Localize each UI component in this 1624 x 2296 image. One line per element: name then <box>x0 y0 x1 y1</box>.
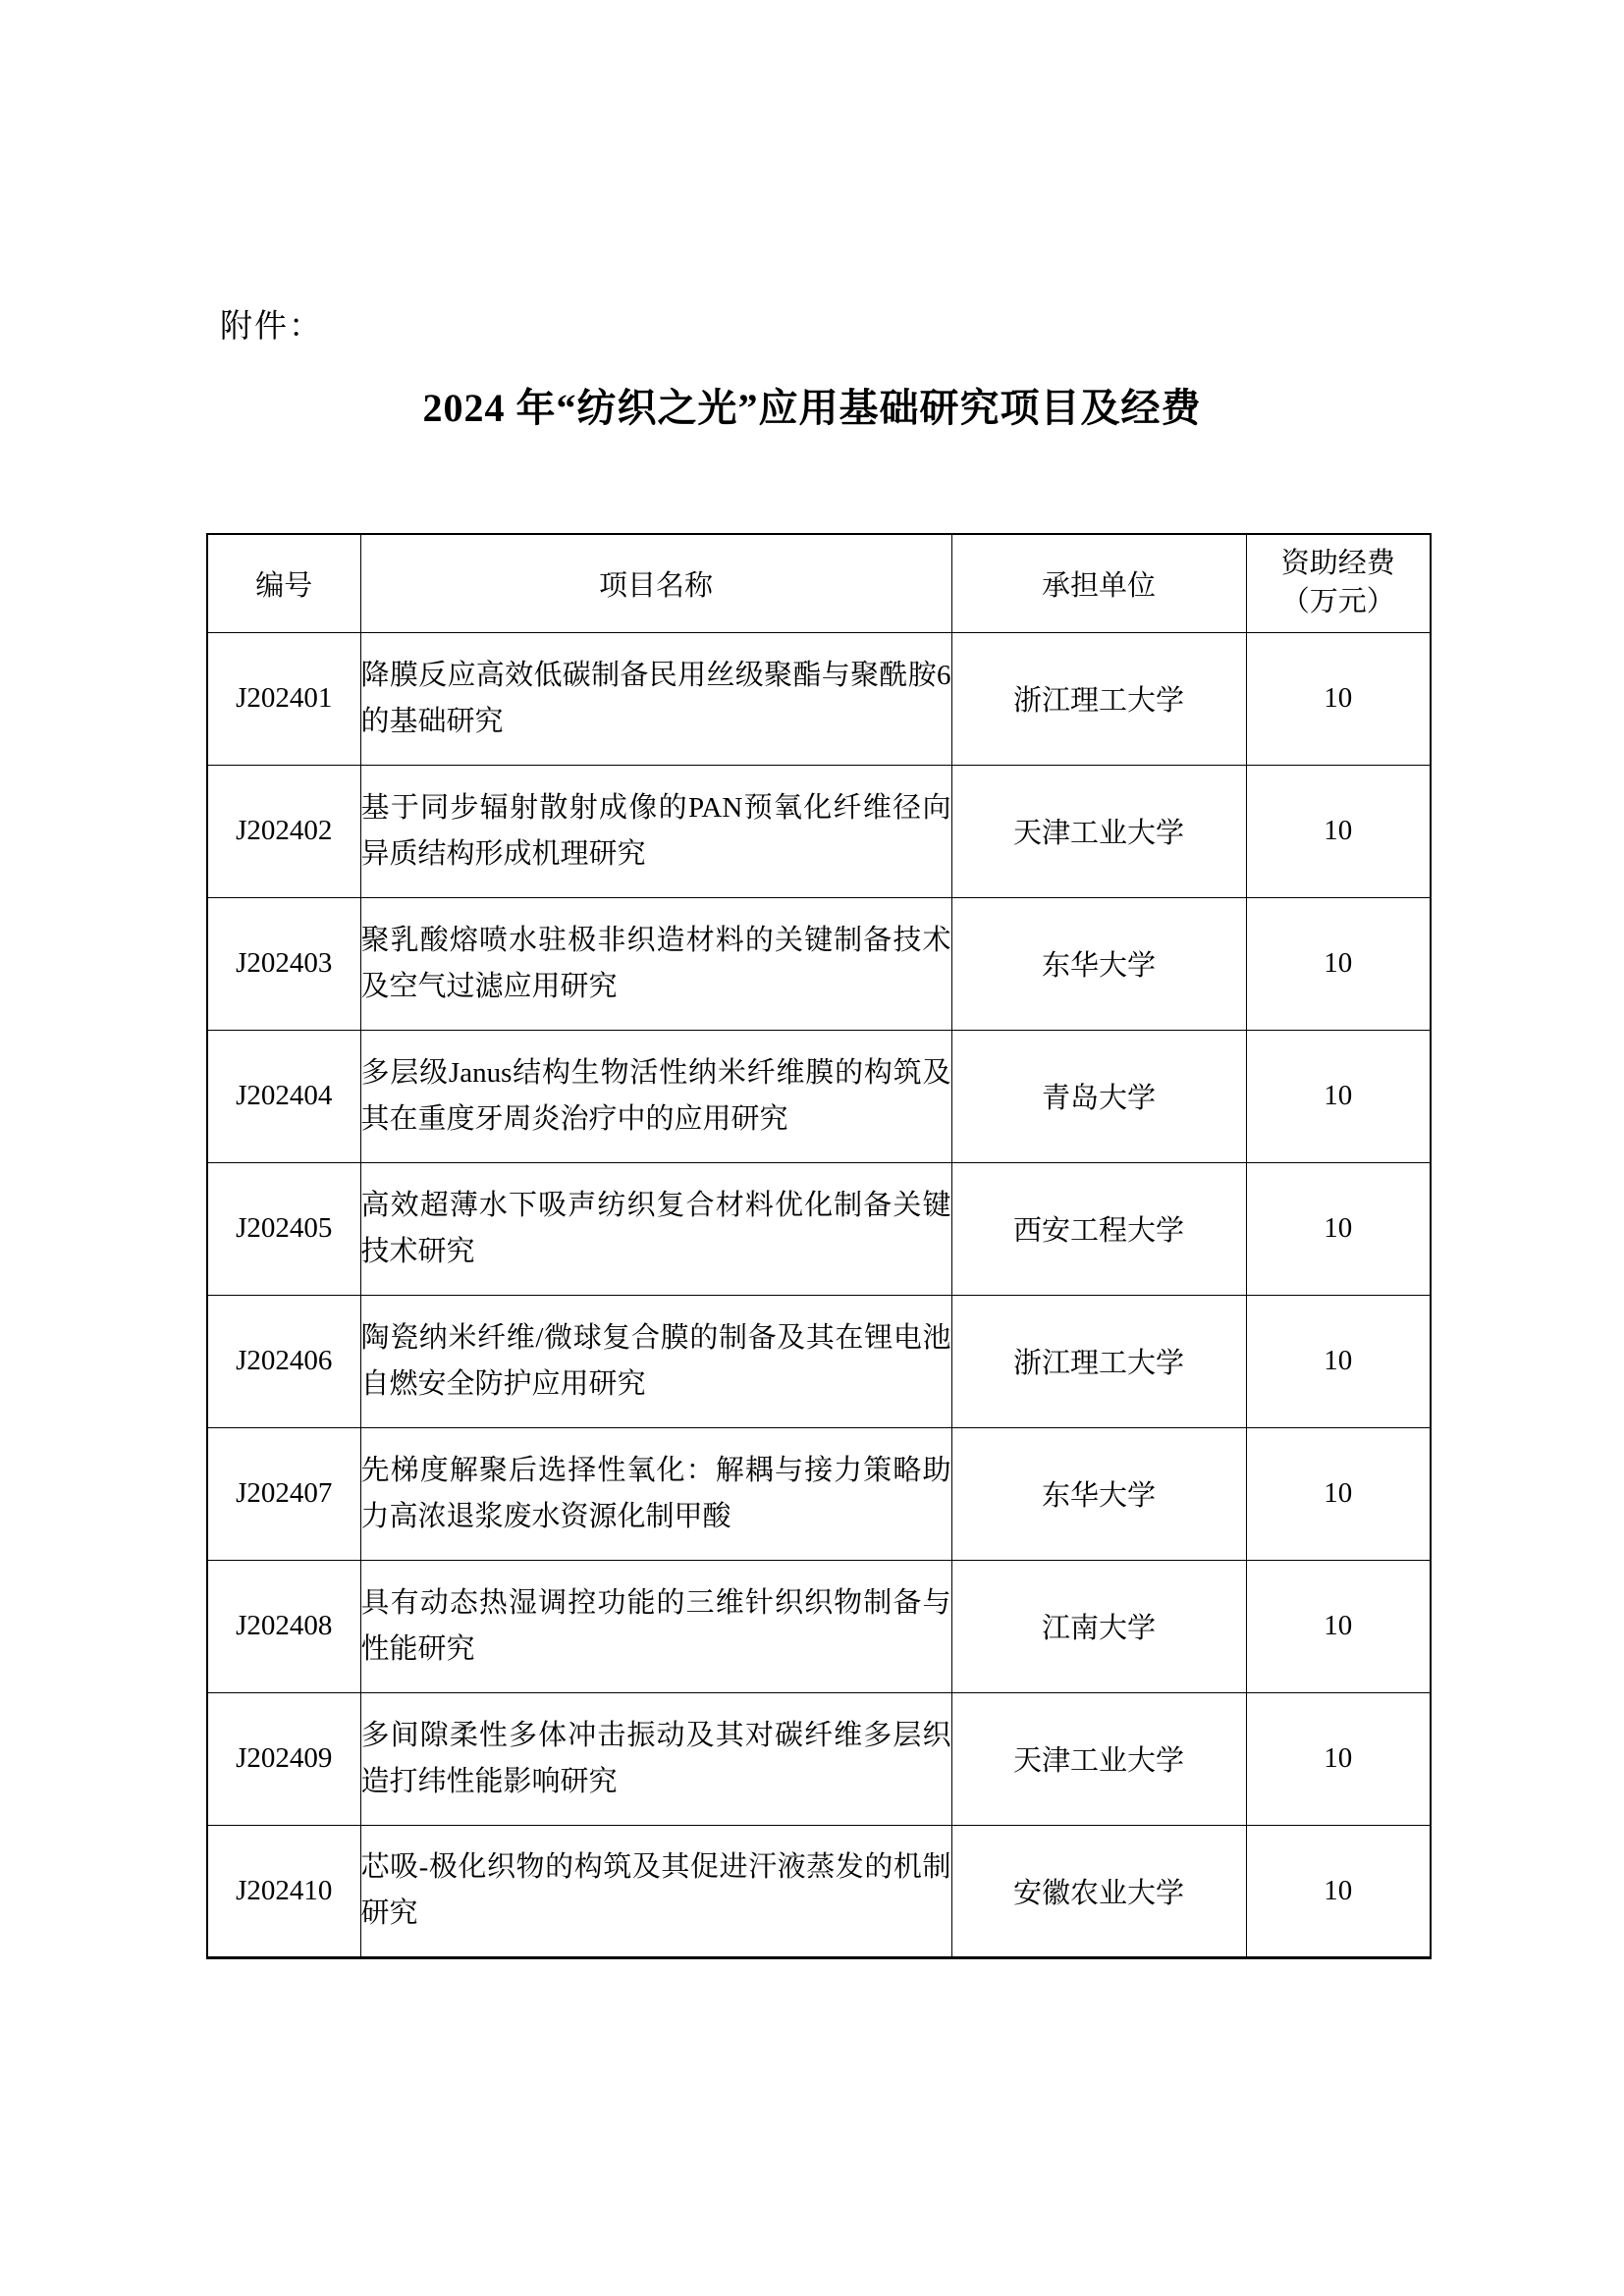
project-name-cell: 陶瓷纳米纤维/微球复合膜的制备及其在锂电池自燃安全防护应用研究 <box>360 1295 951 1427</box>
undertaking-unit-cell: 天津工业大学 <box>951 1692 1246 1825</box>
header-funding-line2: （万元） <box>1280 586 1395 618</box>
table-row <box>207 1825 1431 1957</box>
funding-amount-cell: 10 <box>1246 1560 1431 1692</box>
project-name-cell: 先梯度解聚后选择性氧化：解耦与接力策略助力高浓退浆废水资源化制甲酸 <box>360 1427 951 1560</box>
header-funding <box>1246 534 1431 632</box>
funding-amount-cell: 10 <box>1246 1162 1431 1295</box>
undertaking-unit-cell: 浙江理工大学 <box>951 1295 1246 1427</box>
funding-amount-cell: 10 <box>1246 1030 1431 1162</box>
funding-amount-cell: 10 <box>1246 765 1431 897</box>
project-id-cell: J202402 <box>207 765 360 897</box>
project-name-cell: 降膜反应高效低碳制备民用丝级聚酯与聚酰胺6的基础研究 <box>360 632 951 765</box>
table-row <box>207 1692 1431 1825</box>
project-name-cell: 基于同步辐射散射成像的PAN预氧化纤维径向异质结构形成机理研究 <box>360 765 951 897</box>
table-row <box>207 1560 1431 1692</box>
header-project-name: 项目名称 <box>360 534 951 632</box>
table-row <box>207 765 1431 897</box>
funding-amount-cell: 10 <box>1246 1692 1431 1825</box>
table-row <box>207 1162 1431 1295</box>
funding-amount-cell: 10 <box>1246 897 1431 1030</box>
undertaking-unit-cell: 天津工业大学 <box>951 765 1246 897</box>
table-row <box>207 1030 1431 1162</box>
header-undertaking-unit: 承担单位 <box>951 534 1246 632</box>
project-id-cell: J202405 <box>207 1162 360 1295</box>
projects-table <box>206 533 1432 1959</box>
project-name-cell: 高效超薄水下吸声纺织复合材料优化制备关键技术研究 <box>360 1162 951 1295</box>
project-name-cell: 多间隙柔性多体冲击振动及其对碳纤维多层织造打纬性能影响研究 <box>360 1692 951 1825</box>
project-name-cell: 聚乳酸熔喷水驻极非织造材料的关键制备技术及空气过滤应用研究 <box>360 897 951 1030</box>
header-funding-line1: 资助经费 <box>1280 548 1395 580</box>
undertaking-unit-cell: 东华大学 <box>951 897 1246 1030</box>
project-id-cell: J202406 <box>207 1295 360 1427</box>
project-name-cell: 多层级Janus结构生物活性纳米纤维膜的构筑及其在重度牙周炎治疗中的应用研究 <box>360 1030 951 1162</box>
undertaking-unit-cell: 西安工程大学 <box>951 1162 1246 1295</box>
funding-amount-cell: 10 <box>1246 1427 1431 1560</box>
table-row <box>207 1427 1431 1560</box>
page-title: 2024 年“纺织之光”应用基础研究项目及经费 <box>422 386 1202 430</box>
project-name-cell: 具有动态热湿调控功能的三维针织织物制备与性能研究 <box>360 1560 951 1692</box>
header-id: 编号 <box>207 534 360 632</box>
project-id-cell: J202403 <box>207 897 360 1030</box>
project-id-cell: J202408 <box>207 1560 360 1692</box>
funding-amount-cell: 10 <box>1246 632 1431 765</box>
project-id-cell: J202401 <box>207 632 360 765</box>
project-id-cell: J202409 <box>207 1692 360 1825</box>
project-id-cell: J202407 <box>207 1427 360 1560</box>
undertaking-unit-cell: 安徽农业大学 <box>951 1825 1246 1957</box>
project-name-cell: 芯吸-极化织物的构筑及其促进汗液蒸发的机制研究 <box>360 1825 951 1957</box>
table-row <box>207 1295 1431 1427</box>
undertaking-unit-cell: 青岛大学 <box>951 1030 1246 1162</box>
funding-amount-cell: 10 <box>1246 1295 1431 1427</box>
undertaking-unit-cell: 浙江理工大学 <box>951 632 1246 765</box>
undertaking-unit-cell: 东华大学 <box>951 1427 1246 1560</box>
table-body <box>207 632 1431 1957</box>
undertaking-unit-cell: 江南大学 <box>951 1560 1246 1692</box>
attachment-label: 附件： <box>220 309 323 345</box>
project-id-cell: J202410 <box>207 1825 360 1957</box>
table-row <box>207 897 1431 1030</box>
funding-amount-cell: 10 <box>1246 1825 1431 1957</box>
table-row <box>207 632 1431 765</box>
table-header-row <box>207 534 1431 632</box>
project-id-cell: J202404 <box>207 1030 360 1162</box>
